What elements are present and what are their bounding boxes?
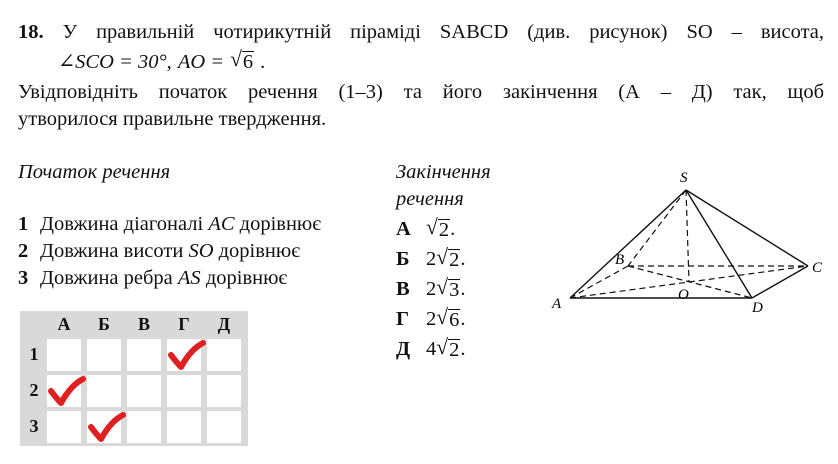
ending-item bbox=[396, 244, 465, 274]
condition-end: . bbox=[260, 51, 266, 73]
beginning-post: дорівнює bbox=[200, 267, 288, 289]
label-S: S bbox=[680, 170, 688, 186]
answer-cell-3-3[interactable] bbox=[167, 411, 201, 443]
answer-cell-2-2[interactable] bbox=[127, 375, 161, 407]
edge-SA bbox=[570, 190, 686, 298]
answer-cell-2-1[interactable] bbox=[87, 375, 121, 407]
answer-cell-1-3[interactable] bbox=[167, 339, 201, 371]
grid-col-header: Б bbox=[98, 314, 110, 334]
beginning-post: дорівнює bbox=[234, 213, 322, 235]
ending-end: . bbox=[460, 278, 466, 300]
answer-cell-3-1[interactable] bbox=[87, 411, 121, 443]
grid-col-header: Д bbox=[217, 314, 231, 334]
height-SO bbox=[686, 190, 689, 282]
ending-letter: Б bbox=[396, 248, 410, 270]
ending-end: . bbox=[460, 338, 466, 360]
ending-end: . bbox=[450, 218, 456, 240]
grid-row-header: 1 bbox=[29, 344, 39, 364]
ending-item bbox=[396, 274, 465, 304]
ending-letter: А bbox=[396, 218, 411, 240]
task-line-1 bbox=[18, 19, 824, 46]
beginning-item-2 bbox=[18, 238, 321, 265]
grid-row-header: 2 bbox=[29, 380, 39, 400]
beginning-number: 1 bbox=[18, 213, 29, 235]
answer-cell-2-3[interactable] bbox=[167, 375, 201, 407]
grid-col-header: В bbox=[137, 314, 150, 334]
ending-end: . bbox=[460, 248, 466, 270]
beginnings-header: Початок речення bbox=[18, 161, 171, 183]
endings-list bbox=[396, 214, 465, 364]
answer-cell-3-0[interactable] bbox=[47, 411, 81, 443]
task-text-line1: У правильній чотирикутній піраміді SABCD (див. рисунок) SO – висота, bbox=[62, 21, 825, 43]
beginning-pre: Довжина ребра bbox=[40, 267, 178, 289]
task-number: 18. bbox=[18, 21, 44, 43]
ending-item bbox=[396, 334, 465, 364]
beginning-var: AC bbox=[208, 213, 235, 235]
ending-coef: 2 bbox=[426, 308, 437, 330]
beginning-var: AS bbox=[177, 267, 201, 289]
ending-sqrt: √ 3 bbox=[436, 275, 460, 302]
ending-sqrt: √ 2 bbox=[426, 215, 450, 242]
label-A: A bbox=[552, 296, 562, 312]
ending-sqrt: √ 2 bbox=[436, 245, 460, 272]
checkmark-icon bbox=[83, 411, 127, 447]
ao-condition-prefix: AO = bbox=[177, 51, 225, 73]
answer-grid bbox=[20, 311, 248, 446]
grid-col-header: А bbox=[57, 314, 71, 334]
ending-letter: Д bbox=[396, 338, 411, 360]
answer-cell-2-0[interactable] bbox=[47, 375, 81, 407]
beginning-number: 3 bbox=[18, 267, 29, 289]
ending-item bbox=[396, 214, 465, 244]
beginning-item-3 bbox=[18, 265, 321, 292]
answer-cell-1-0[interactable] bbox=[47, 339, 81, 371]
ending-item bbox=[396, 304, 465, 334]
edge-DC bbox=[752, 266, 808, 298]
edge-SD bbox=[686, 190, 752, 298]
checkmark-icon bbox=[163, 339, 207, 375]
beginning-var: SO bbox=[188, 240, 214, 262]
ending-coef: 2 bbox=[426, 248, 437, 270]
ao-sqrt: √ 6 bbox=[230, 47, 254, 73]
checkmark-icon bbox=[43, 375, 87, 411]
instruction-line-2: утворилося правильне твердження. bbox=[18, 108, 327, 130]
answer-cell-3-2[interactable] bbox=[127, 411, 161, 443]
edge-SB bbox=[628, 190, 686, 266]
endings-header-line1: Закінчення bbox=[396, 161, 491, 183]
beginning-number: 2 bbox=[18, 240, 29, 262]
ending-coef: 4 bbox=[426, 338, 437, 360]
label-D: D bbox=[752, 300, 763, 316]
ending-coef: 2 bbox=[426, 278, 437, 300]
answer-cell-1-4[interactable] bbox=[207, 339, 241, 371]
pyramid-figure bbox=[540, 160, 830, 320]
grid-row-header: 3 bbox=[29, 416, 39, 436]
answer-cell-3-4[interactable] bbox=[207, 411, 241, 443]
beginnings-list bbox=[18, 211, 321, 292]
answer-cell-1-2[interactable] bbox=[127, 339, 161, 371]
ending-sqrt: √ 2 bbox=[436, 335, 460, 362]
label-O: O bbox=[678, 287, 689, 303]
beginning-pre: Довжина діагоналі bbox=[40, 213, 209, 235]
ending-end: . bbox=[460, 308, 466, 330]
grid-col-header: Г bbox=[178, 314, 190, 334]
endings-header-line2: речення bbox=[396, 188, 464, 210]
angle-condition: ∠SCO = 30°, bbox=[58, 51, 172, 73]
task-conditions bbox=[58, 49, 265, 76]
beginning-item-1 bbox=[18, 211, 321, 238]
beginning-post: дорівнює bbox=[213, 240, 301, 262]
diagonal-BD bbox=[628, 266, 752, 298]
answer-cell-1-1[interactable] bbox=[87, 339, 121, 371]
ending-letter: Г bbox=[396, 308, 410, 330]
ending-letter: В bbox=[396, 278, 410, 300]
ending-sqrt: √ 6 bbox=[436, 305, 460, 332]
beginning-pre: Довжина висоти bbox=[40, 240, 189, 262]
label-B: B bbox=[615, 252, 625, 268]
edge-SC bbox=[686, 190, 808, 266]
label-C: C bbox=[812, 260, 823, 276]
instruction-line-1: Увідповідніть початок речення (1–3) та його закінчення (А – Д) так, щоб bbox=[18, 81, 824, 103]
answer-cell-2-4[interactable] bbox=[207, 375, 241, 407]
